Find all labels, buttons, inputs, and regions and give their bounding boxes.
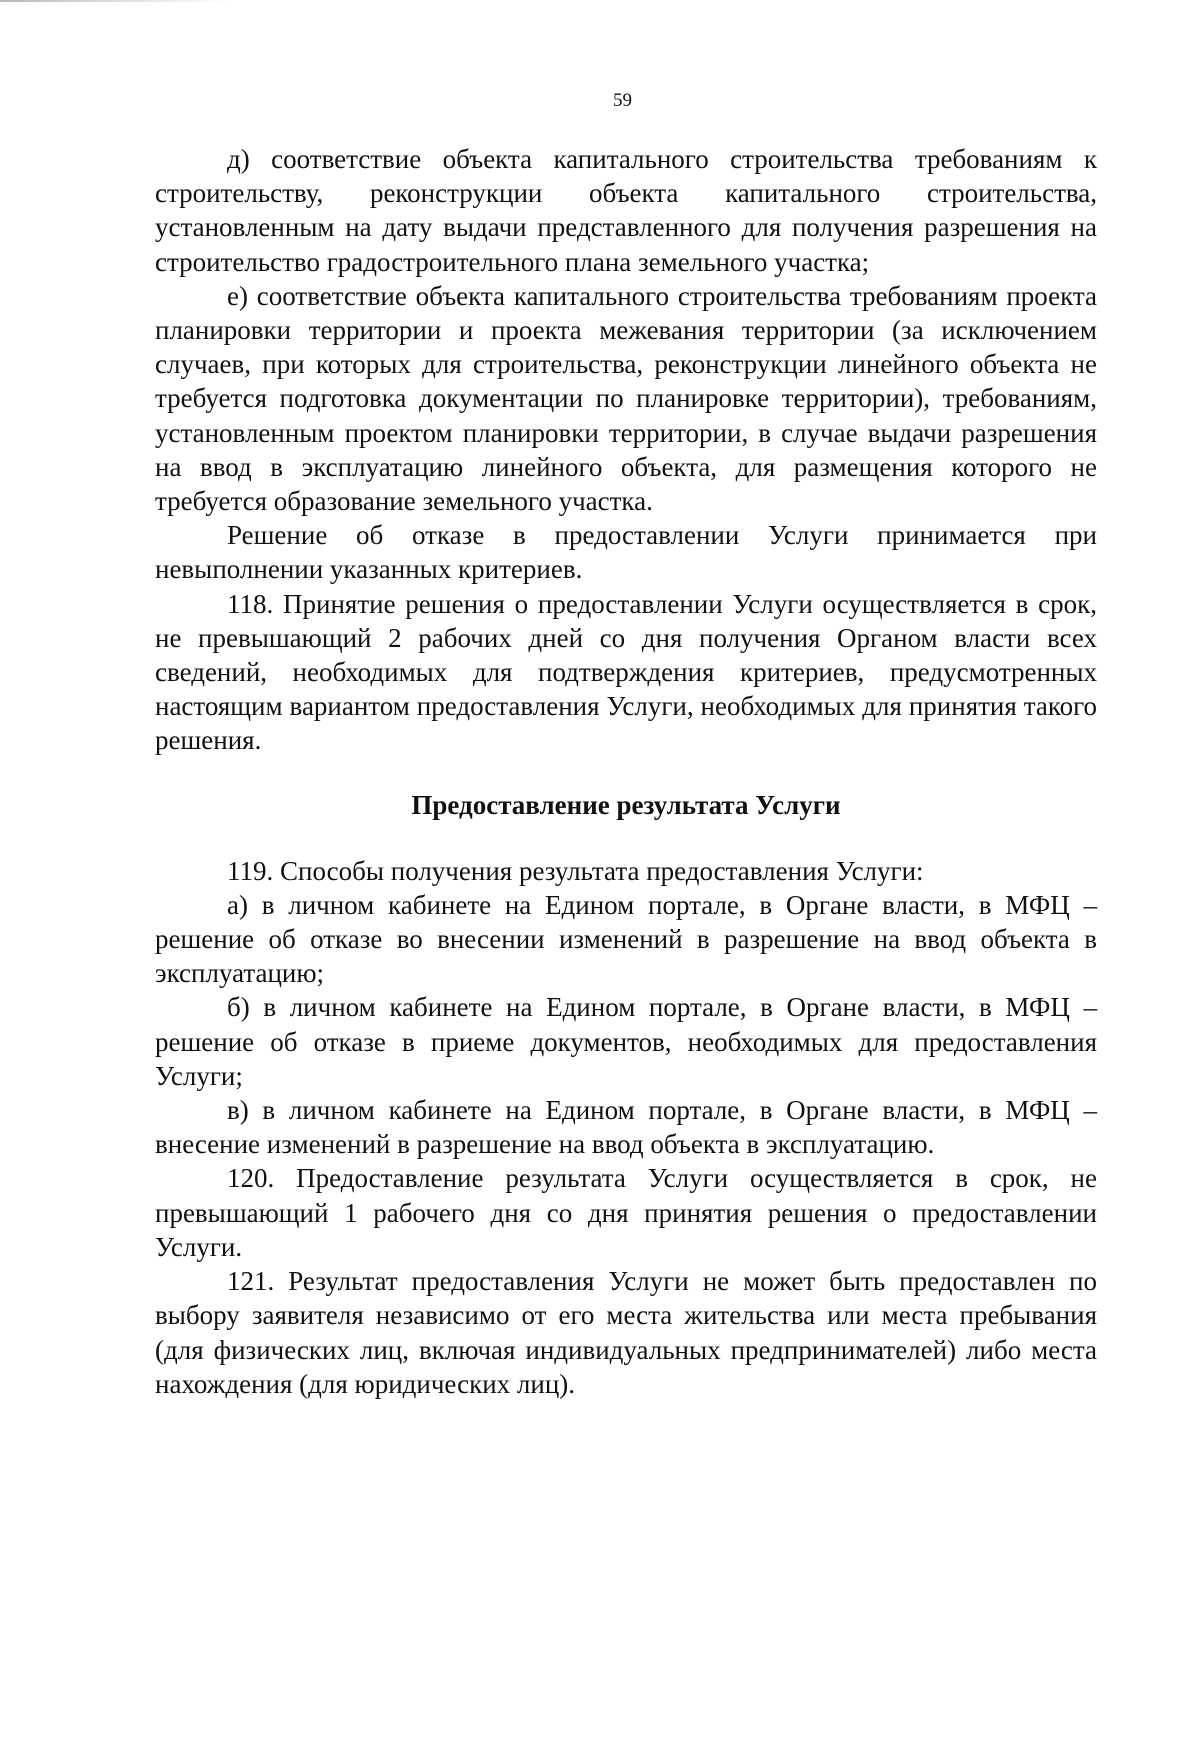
paragraph-119-b: б) в личном кабинете на Едином портале, в Органе власти, в МФЦ – решение об отказе в приеме документов, необходимых для предоставления Услуги; <box>155 992 1097 1091</box>
page-number: 59 <box>613 90 632 111</box>
paragraph-119: 119. Способы получения результата предоставления Услуги: <box>227 855 924 886</box>
paragraph-119-v: в) в личном кабинете на Едином портале, в Органе власти, в МФЦ – внесение изменений в разрешение на ввод объекта в эксплуатацию. <box>155 1095 1097 1160</box>
section-heading: Предоставление результата Услуги <box>411 789 841 820</box>
paragraph-121: 121. Результат предоставления Услуги не может быть предоставлен по выбору заявителя независимо от его места жительства или места пребывания (для физических лиц, включая индивидуальных предпринимателей) либо места нахождения (для юридических лиц). <box>155 1266 1097 1399</box>
paragraph-118: 118. Принятие решения о предоставлении Услуги осуществляется в срок, не превышающий 2 рабочих дней со дня получения Органом власти всех сведений, необходимых для подтверждения критериев, предусмотренных настоящим вариантом предоставления Услуги, необходимых для принятия такого решения. <box>155 588 1097 756</box>
paragraph-d-criterion: д) соответствие объекта капитального строительства требованиям к строительству, реконструкции объекта капитального строительства, установленным на дату выдачи представленного для получения разрешения на строительство градостроительного плана земельного участка; <box>155 144 1097 277</box>
paragraph-119-a: а) в личном кабинете на Едином портале, в Органе власти, в МФЦ – решение об отказе во внесении изменений в разрешение на ввод объекта в эксплуатацию; <box>155 889 1097 989</box>
document-body <box>155 142 1097 1401</box>
paragraph-e-criterion: е) соответствие объекта капитального строительства требованиям проекта планировки территории и проекта межевания территории (за исключением случаев, при которых для строительства, реконструкции линейного объекта не требуется подготовка документации по планировке территории), требованиям, установленным проектом планировки территории, в случае выдачи разрешения на ввод в эксплуатацию линейного объекта, для размещения которого не требуется образование земельного участка. <box>155 280 1097 517</box>
paragraph-120: 120. Предоставление результата Услуги осуществляется в срок, не превышающий 1 рабочего дня со дня принятия решения о предоставлении Услуги. <box>155 1163 1097 1262</box>
paragraph-refusal-decision: Решение об отказе в предоставлении Услуги принимается при невыполнении указанных критериев. <box>155 520 1097 585</box>
scan-edge-mark <box>0 0 230 2</box>
